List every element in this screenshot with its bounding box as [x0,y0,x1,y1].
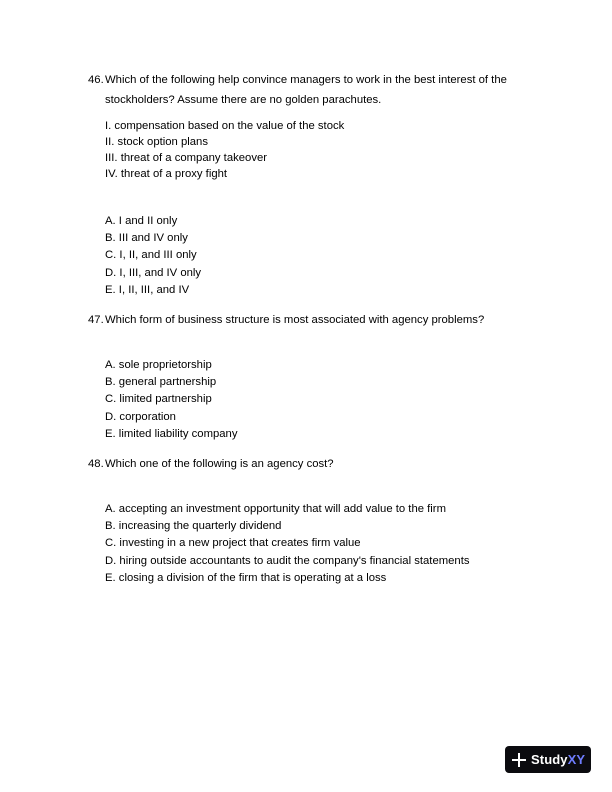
question-stem [88,310,548,330]
studyxy-logo-badge[interactable] [505,746,591,773]
logo-text-accent: XY [567,752,586,767]
answer-option-e: E. I, II, III, and IV [105,283,190,296]
question-48 [88,454,548,584]
answer-option-c: C. limited partnership [105,393,212,406]
statement-item: I. compensation based on the value of the stock [105,120,345,132]
answer-option-a: A. sole proprietorship [105,359,212,371]
answer-option-a: A. I and II only [105,215,178,227]
plus-icon [512,753,526,767]
answer-option-c: C. investing in a new project that creates firm value [105,537,361,550]
question-text: Which form of business structure is most associated with agency problems? [105,314,485,326]
statement-item: II. stock option plans [105,136,208,148]
logo-text-main: Study [531,752,568,767]
question-number: 47. [88,314,104,326]
question-text: Which of the following help convince managers to work in the best interest of the stockholders? Assume there are no golden parachutes. [105,74,507,106]
statement-list [105,118,344,182]
answer-option-d: D. I, III, and IV only [105,266,202,279]
question-stem [88,454,548,474]
answer-options [105,357,237,443]
question-number: 46. [88,74,104,86]
answer-option-d: D. hiring outside accountants to audit the company's financial statements [105,554,470,567]
logo-text [531,752,585,767]
statement-item: III. threat of a company takeover [105,152,268,164]
answer-option-e: E. limited liability company [105,427,238,440]
statement-item: IV. threat of a proxy fight [105,168,228,180]
answer-option-b: B. increasing the quarterly dividend [105,520,282,533]
question-47 [88,310,548,440]
question-number: 48. [88,458,104,470]
question-stem [88,70,548,110]
answer-option-d: D. corporation [105,410,176,423]
answer-option-a: A. accepting an investment opportunity that will add value to the firm [105,503,446,515]
question-46 [88,70,548,296]
answer-option-c: C. I, II, and III only [105,249,197,262]
question-text: Which one of the following is an agency cost? [105,458,334,470]
answer-options [105,213,201,299]
answer-option-b: B. III and IV only [105,232,188,245]
answer-option-e: E. closing a division of the firm that is operating at a loss [105,571,387,584]
answer-options [105,501,470,587]
answer-option-b: B. general partnership [105,376,217,389]
